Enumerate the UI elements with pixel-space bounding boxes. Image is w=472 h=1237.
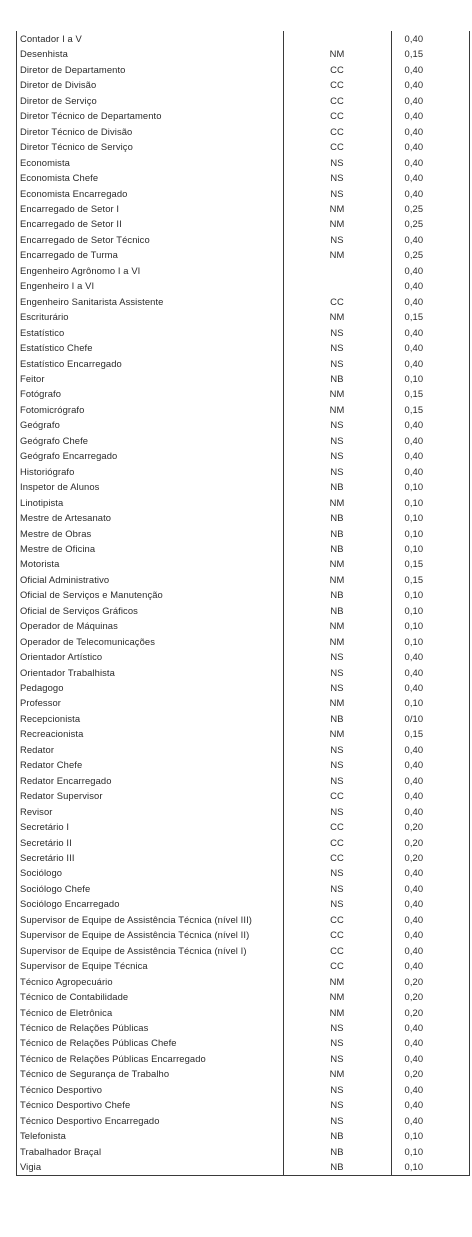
cargo-cell: Diretor Técnico de Divisão <box>17 124 283 139</box>
percentage-cell: 0,40 <box>404 125 424 137</box>
cargo-cell: Oficial de Serviços e Manutenção <box>17 587 283 602</box>
cargo-cell: Estatístico Chefe <box>17 340 283 355</box>
cargo-cell: Redator <box>17 742 283 757</box>
percentage-cell: 0,20 <box>404 1006 424 1018</box>
nivel-cell: NM <box>283 726 391 741</box>
percentage-cell: 0,40 <box>404 944 424 956</box>
percentage-cell: 0,15 <box>404 403 424 415</box>
percentage-cell: 0,25 <box>404 202 424 214</box>
nivel-cell: NB <box>283 1128 391 1143</box>
table-body <box>17 31 469 1175</box>
percentage-cell: 0,15 <box>404 573 424 585</box>
cargo-cell: Engenheiro I a VI <box>17 278 283 293</box>
percentage-cell: 0,40 <box>404 1099 424 1111</box>
percentage-cell: 0,40 <box>404 682 424 694</box>
table-row <box>17 31 469 46</box>
cargo-cell: Diretor de Divisão <box>17 77 283 92</box>
percentage-cell: 0,40 <box>404 280 424 292</box>
nivel-cell: CC <box>283 124 391 139</box>
percentage-cell: 0,40 <box>404 342 424 354</box>
nivel-cell: NM <box>283 309 391 324</box>
percentage-cell: 0,25 <box>404 218 424 230</box>
percentage-cell: 0,40 <box>404 743 424 755</box>
cargo-cell: Estatístico Encarregado <box>17 356 283 371</box>
nivel-cell: NS <box>283 742 391 757</box>
cargo-cell: Sociólogo Encarregado <box>17 896 283 911</box>
cargo-cell: Sociólogo Chefe <box>17 881 283 896</box>
table-row <box>17 433 469 448</box>
cargo-cell: Oficial de Serviços Gráficos <box>17 603 283 618</box>
table-row <box>17 216 469 231</box>
nivel-cell: CC <box>283 108 391 123</box>
nivel-cell: CC <box>283 835 391 850</box>
percentage-cell: 0,40 <box>404 434 424 446</box>
nivel-cell: CC <box>283 943 391 958</box>
nivel-cell: CC <box>283 927 391 942</box>
nivel-cell: NS <box>283 170 391 185</box>
percentage-cell: 0,40 <box>404 110 424 122</box>
percentage-cell: 0,40 <box>404 913 424 925</box>
percentage-cell: 0,10 <box>404 527 424 539</box>
table-row <box>17 309 469 324</box>
nivel-cell: NM <box>283 974 391 989</box>
table-row <box>17 881 469 896</box>
table-row <box>17 634 469 649</box>
cargo-cell: Orientador Artístico <box>17 649 283 664</box>
table-row <box>17 1128 469 1143</box>
nivel-cell: NS <box>283 340 391 355</box>
cargo-cell: Feitor <box>17 371 283 386</box>
percentage-cell: 0,40 <box>404 94 424 106</box>
table-row <box>17 325 469 340</box>
cargo-cell: Geógrafo <box>17 417 283 432</box>
percentage-cell: 0,20 <box>404 836 424 848</box>
table-row <box>17 974 469 989</box>
table-row <box>17 139 469 154</box>
table-row <box>17 386 469 401</box>
percentage-cell: 0/10 <box>404 712 424 724</box>
nivel-cell: NM <box>283 556 391 571</box>
cargo-cell: Orientador Trabalhista <box>17 665 283 680</box>
cargo-cell: Técnico Desportivo Chefe <box>17 1097 283 1112</box>
table-row <box>17 788 469 803</box>
nivel-cell: NB <box>283 603 391 618</box>
percentage-cell: 0,10 <box>404 1130 424 1142</box>
table-row <box>17 77 469 92</box>
nivel-cell: NM <box>283 402 391 417</box>
cargo-cell: Redator Chefe <box>17 757 283 772</box>
table-row <box>17 201 469 216</box>
table-row <box>17 865 469 880</box>
nivel-cell: NS <box>283 665 391 680</box>
table-row <box>17 340 469 355</box>
nivel-cell <box>283 263 391 278</box>
cargo-cell: Geógrafo Chefe <box>17 433 283 448</box>
nivel-cell: CC <box>283 294 391 309</box>
cargo-cell: Pedagogo <box>17 680 283 695</box>
percentage-cell: 0,40 <box>404 79 424 91</box>
table-row <box>17 93 469 108</box>
table-row <box>17 572 469 587</box>
percentage-cell: 0,40 <box>404 651 424 663</box>
percentage-cell: 0,10 <box>404 604 424 616</box>
cargo-cell: Encarregado de Setor I <box>17 201 283 216</box>
percentage-cell: 0,10 <box>404 697 424 709</box>
cargo-cell: Supervisor de Equipe de Assistência Técnica (nível III) <box>17 912 283 927</box>
cargo-cell: Operador de Telecomunicações <box>17 634 283 649</box>
table-row <box>17 278 469 293</box>
cargo-cell: Telefonista <box>17 1128 283 1143</box>
nivel-cell: NM <box>283 247 391 262</box>
percentage-cell: 0,20 <box>404 852 424 864</box>
table-row <box>17 1020 469 1035</box>
percentage-cell: 0,40 <box>404 264 424 276</box>
percentage-cell: 0,40 <box>404 898 424 910</box>
percentage-cell: 0,10 <box>404 481 424 493</box>
table-row <box>17 526 469 541</box>
nivel-cell: NS <box>283 186 391 201</box>
nivel-cell: CC <box>283 788 391 803</box>
percentage-cell: 0,15 <box>404 388 424 400</box>
nivel-cell: NS <box>283 232 391 247</box>
nivel-cell: NM <box>283 1066 391 1081</box>
nivel-cell: NS <box>283 1113 391 1128</box>
table-row <box>17 618 469 633</box>
cargo-cell: Recreacionista <box>17 726 283 741</box>
table-row <box>17 896 469 911</box>
cargo-cell: Estatístico <box>17 325 283 340</box>
percentage-cell: 0,10 <box>404 620 424 632</box>
percentage-cell: 0,40 <box>404 326 424 338</box>
cargo-cell: Técnico de Segurança de Trabalho <box>17 1066 283 1081</box>
percentage-cell: 0,15 <box>404 558 424 570</box>
cargo-cell: Mestre de Oficina <box>17 541 283 556</box>
nivel-cell: NB <box>283 1159 391 1175</box>
nivel-cell: CC <box>283 77 391 92</box>
percentage-cell: 0,40 <box>404 295 424 307</box>
table-row <box>17 711 469 726</box>
table-row <box>17 464 469 479</box>
cargo-cell: Historiógrafo <box>17 464 283 479</box>
table-row <box>17 1082 469 1097</box>
table-row <box>17 510 469 525</box>
table-row <box>17 46 469 61</box>
percentage-cell: 0,40 <box>404 419 424 431</box>
nivel-cell: NB <box>283 541 391 556</box>
table-row <box>17 757 469 772</box>
percentage-cell: 0,40 <box>404 882 424 894</box>
percentage-cell: 0,40 <box>404 774 424 786</box>
nivel-cell: NM <box>283 1005 391 1020</box>
cargo-cell: Operador de Máquinas <box>17 618 283 633</box>
cargo-cell: Secretário II <box>17 835 283 850</box>
table-row <box>17 186 469 201</box>
table-row <box>17 556 469 571</box>
percentage-cell: 0,10 <box>404 512 424 524</box>
nivel-cell: NS <box>283 680 391 695</box>
nivel-cell: NM <box>283 495 391 510</box>
cargo-cell: Motorista <box>17 556 283 571</box>
table-row <box>17 850 469 865</box>
nivel-cell: NB <box>283 479 391 494</box>
table-row <box>17 649 469 664</box>
cargo-cell: Engenheiro Agrônomo I a VI <box>17 263 283 278</box>
cargo-cell: Técnico de Eletrônica <box>17 1005 283 1020</box>
percentage-cell: 0,40 <box>404 33 424 44</box>
table-row <box>17 1097 469 1112</box>
cargo-cell: Encarregado de Turma <box>17 247 283 262</box>
table-row <box>17 1035 469 1050</box>
cargo-cell: Supervisor de Equipe de Assistência Técnica (nível I) <box>17 943 283 958</box>
percentage-cell: 0,40 <box>404 63 424 75</box>
nivel-cell: NS <box>283 865 391 880</box>
table-row <box>17 247 469 262</box>
nivel-cell: NB <box>283 1144 391 1159</box>
percentage-cell: 0,25 <box>404 249 424 261</box>
table-row <box>17 495 469 510</box>
cargo-cell: Secretário III <box>17 850 283 865</box>
percentage-cell: 0,10 <box>404 372 424 384</box>
cargo-cell: Contador I a V <box>17 31 283 46</box>
cargo-cell: Técnico de Contabilidade <box>17 989 283 1004</box>
table-row <box>17 927 469 942</box>
percentage-cell: 0,40 <box>404 233 424 245</box>
nivel-cell: NS <box>283 325 391 340</box>
table-row <box>17 835 469 850</box>
cargo-cell: Trabalhador Braçal <box>17 1144 283 1159</box>
nivel-cell: NM <box>283 572 391 587</box>
table-row <box>17 402 469 417</box>
nivel-cell: NM <box>283 634 391 649</box>
table-row <box>17 155 469 170</box>
cargo-cell: Geógrafo Encarregado <box>17 448 283 463</box>
cargo-cell: Técnico de Relações Públicas <box>17 1020 283 1035</box>
table-row <box>17 371 469 386</box>
nivel-cell: NS <box>283 1082 391 1097</box>
table-row <box>17 742 469 757</box>
percentage-cell: 0,40 <box>404 357 424 369</box>
nivel-cell: NB <box>283 526 391 541</box>
nivel-cell: NS <box>283 649 391 664</box>
nivel-cell: NS <box>283 1035 391 1050</box>
table-row <box>17 124 469 139</box>
cargo-cell: Escriturário <box>17 309 283 324</box>
nivel-cell: NS <box>283 896 391 911</box>
cargo-cell: Economista <box>17 155 283 170</box>
table-row <box>17 680 469 695</box>
table-row <box>17 479 469 494</box>
nivel-cell: NS <box>283 1097 391 1112</box>
cargo-cell: Fotomicrógrafo <box>17 402 283 417</box>
cargo-cell: Economista Encarregado <box>17 186 283 201</box>
percentage-cell: 0,40 <box>404 1022 424 1033</box>
nivel-cell: NM <box>283 618 391 633</box>
cargo-cell: Técnico de Relações Públicas Chefe <box>17 1035 283 1050</box>
cargo-cell: Recepcionista <box>17 711 283 726</box>
nivel-cell: NS <box>283 155 391 170</box>
table-row <box>17 1051 469 1066</box>
cargo-cell: Inspetor de Alunos <box>17 479 283 494</box>
table-row <box>17 665 469 680</box>
percentage-cell: 0,40 <box>404 790 424 802</box>
table-row <box>17 448 469 463</box>
percentage-cell: 0,40 <box>404 465 424 477</box>
cargo-table-page <box>16 31 470 1176</box>
percentage-cell: 0,40 <box>404 867 424 879</box>
nivel-cell: NB <box>283 711 391 726</box>
percentage-cell: 0,40 <box>404 450 424 462</box>
nivel-cell: NS <box>283 1020 391 1035</box>
percentage-cell: 0,40 <box>404 187 424 199</box>
cargo-cell: Linotipista <box>17 495 283 510</box>
percentage-cell: 0,10 <box>404 1145 424 1157</box>
table-row <box>17 912 469 927</box>
percentage-cell: 0,40 <box>404 1037 424 1049</box>
table-row <box>17 1066 469 1081</box>
percentage-cell: 0,10 <box>404 589 424 601</box>
nivel-cell: NM <box>283 386 391 401</box>
table-row <box>17 417 469 432</box>
percentage-cell: 0,40 <box>404 929 424 941</box>
percentage-cell: 0,20 <box>404 975 424 987</box>
nivel-cell: NB <box>283 587 391 602</box>
nivel-cell: NS <box>283 464 391 479</box>
table-row <box>17 726 469 741</box>
cargo-cell: Técnico Desportivo <box>17 1082 283 1097</box>
percentage-cell: 0,15 <box>404 728 424 740</box>
table-row <box>17 1005 469 1020</box>
cargo-cell: Revisor <box>17 804 283 819</box>
nivel-cell: NM <box>283 989 391 1004</box>
nivel-cell: NS <box>283 356 391 371</box>
cargo-cell: Economista Chefe <box>17 170 283 185</box>
percentage-cell: 0,20 <box>404 821 424 833</box>
cargo-cell: Mestre de Artesanato <box>17 510 283 525</box>
nivel-cell: CC <box>283 62 391 77</box>
table-row <box>17 108 469 123</box>
table-row <box>17 232 469 247</box>
nivel-cell: NS <box>283 448 391 463</box>
cargo-cell: Técnico Agropecuário <box>17 974 283 989</box>
percentage-cell: 0,40 <box>404 1052 424 1064</box>
cargo-cell: Supervisor de Equipe Técnica <box>17 958 283 973</box>
cargo-cell: Encarregado de Setor II <box>17 216 283 231</box>
table-row <box>17 587 469 602</box>
table-row <box>17 356 469 371</box>
nivel-cell: NM <box>283 216 391 231</box>
table-row <box>17 62 469 77</box>
nivel-cell: NS <box>283 417 391 432</box>
percentage-cell: 0,40 <box>404 666 424 678</box>
cargo-cell: Diretor Técnico de Serviço <box>17 139 283 154</box>
table-row <box>17 1144 469 1159</box>
nivel-cell: CC <box>283 912 391 927</box>
table-row <box>17 603 469 618</box>
nivel-cell: NM <box>283 695 391 710</box>
table-row <box>17 695 469 710</box>
cargo-cell: Técnico de Relações Públicas Encarregado <box>17 1051 283 1066</box>
percentage-cell: 0,20 <box>404 1068 424 1080</box>
table-row <box>17 1113 469 1128</box>
cargo-cell: Técnico Desportivo Encarregado <box>17 1113 283 1128</box>
cargo-cell: Secretário I <box>17 819 283 834</box>
nivel-cell <box>283 31 391 46</box>
percentage-cell: 0,40 <box>404 759 424 771</box>
table-row <box>17 989 469 1004</box>
cargo-cell: Engenheiro Sanitarista Assistente <box>17 294 283 309</box>
nivel-cell: NS <box>283 804 391 819</box>
nivel-cell: NS <box>283 1051 391 1066</box>
percentage-cell: 0,10 <box>391 1159 469 1175</box>
cargo-cell: Vigia <box>17 1159 283 1175</box>
nivel-cell <box>283 278 391 293</box>
cargo-cell: Diretor de Departamento <box>17 62 283 77</box>
nivel-cell: CC <box>283 958 391 973</box>
nivel-cell: CC <box>283 139 391 154</box>
percentage-cell: 0,10 <box>404 635 424 647</box>
percentage-cell: 0,10 <box>404 496 424 508</box>
cargo-cell: Redator Supervisor <box>17 788 283 803</box>
table-row <box>17 773 469 788</box>
cargo-cell: Oficial Administrativo <box>17 572 283 587</box>
percentage-cell: 0,40 <box>404 960 424 972</box>
percentage-cell: 0,40 <box>404 141 424 153</box>
nivel-cell: CC <box>283 819 391 834</box>
cargo-cell: Redator Encarregado <box>17 773 283 788</box>
nivel-cell: NS <box>283 773 391 788</box>
percentage-cell: 0,40 <box>404 1083 424 1095</box>
percentage-cell: 0,15 <box>404 311 424 323</box>
nivel-cell: CC <box>283 93 391 108</box>
cargo-cell: Supervisor de Equipe de Assistência Técnica (nível II) <box>17 927 283 942</box>
table-row <box>17 1159 469 1175</box>
percentage-cell: 0,20 <box>404 991 424 1003</box>
percentage-cell: 0,40 <box>404 156 424 168</box>
table-row <box>17 819 469 834</box>
table-row <box>17 541 469 556</box>
cargo-cell: Diretor de Serviço <box>17 93 283 108</box>
table-row <box>17 958 469 973</box>
nivel-cell: NM <box>283 201 391 216</box>
table-row <box>17 804 469 819</box>
nivel-cell: NB <box>283 371 391 386</box>
cargo-cell: Encarregado de Setor Técnico <box>17 232 283 247</box>
cargo-cell: Desenhista <box>17 46 283 61</box>
percentage-cell: 0,40 <box>404 172 424 184</box>
cargo-cell: Diretor Técnico de Departamento <box>17 108 283 123</box>
nivel-cell: NB <box>283 510 391 525</box>
table-row <box>17 294 469 309</box>
nivel-cell: NS <box>283 881 391 896</box>
table-row <box>17 943 469 958</box>
nivel-cell: NS <box>283 757 391 772</box>
table-row <box>17 170 469 185</box>
cargo-cell: Sociólogo <box>17 865 283 880</box>
percentage-cell: 0,40 <box>404 805 424 817</box>
cargo-table <box>17 31 469 1176</box>
percentage-cell: 0,15 <box>404 48 424 60</box>
percentage-cell: 0,10 <box>404 542 424 554</box>
nivel-cell: NS <box>283 433 391 448</box>
nivel-cell: CC <box>283 850 391 865</box>
cargo-cell: Fotógrafo <box>17 386 283 401</box>
table-row <box>17 263 469 278</box>
cargo-cell: Mestre de Obras <box>17 526 283 541</box>
percentage-cell: 0,40 <box>404 1114 424 1126</box>
nivel-cell: NM <box>283 46 391 61</box>
cargo-cell: Professor <box>17 695 283 710</box>
